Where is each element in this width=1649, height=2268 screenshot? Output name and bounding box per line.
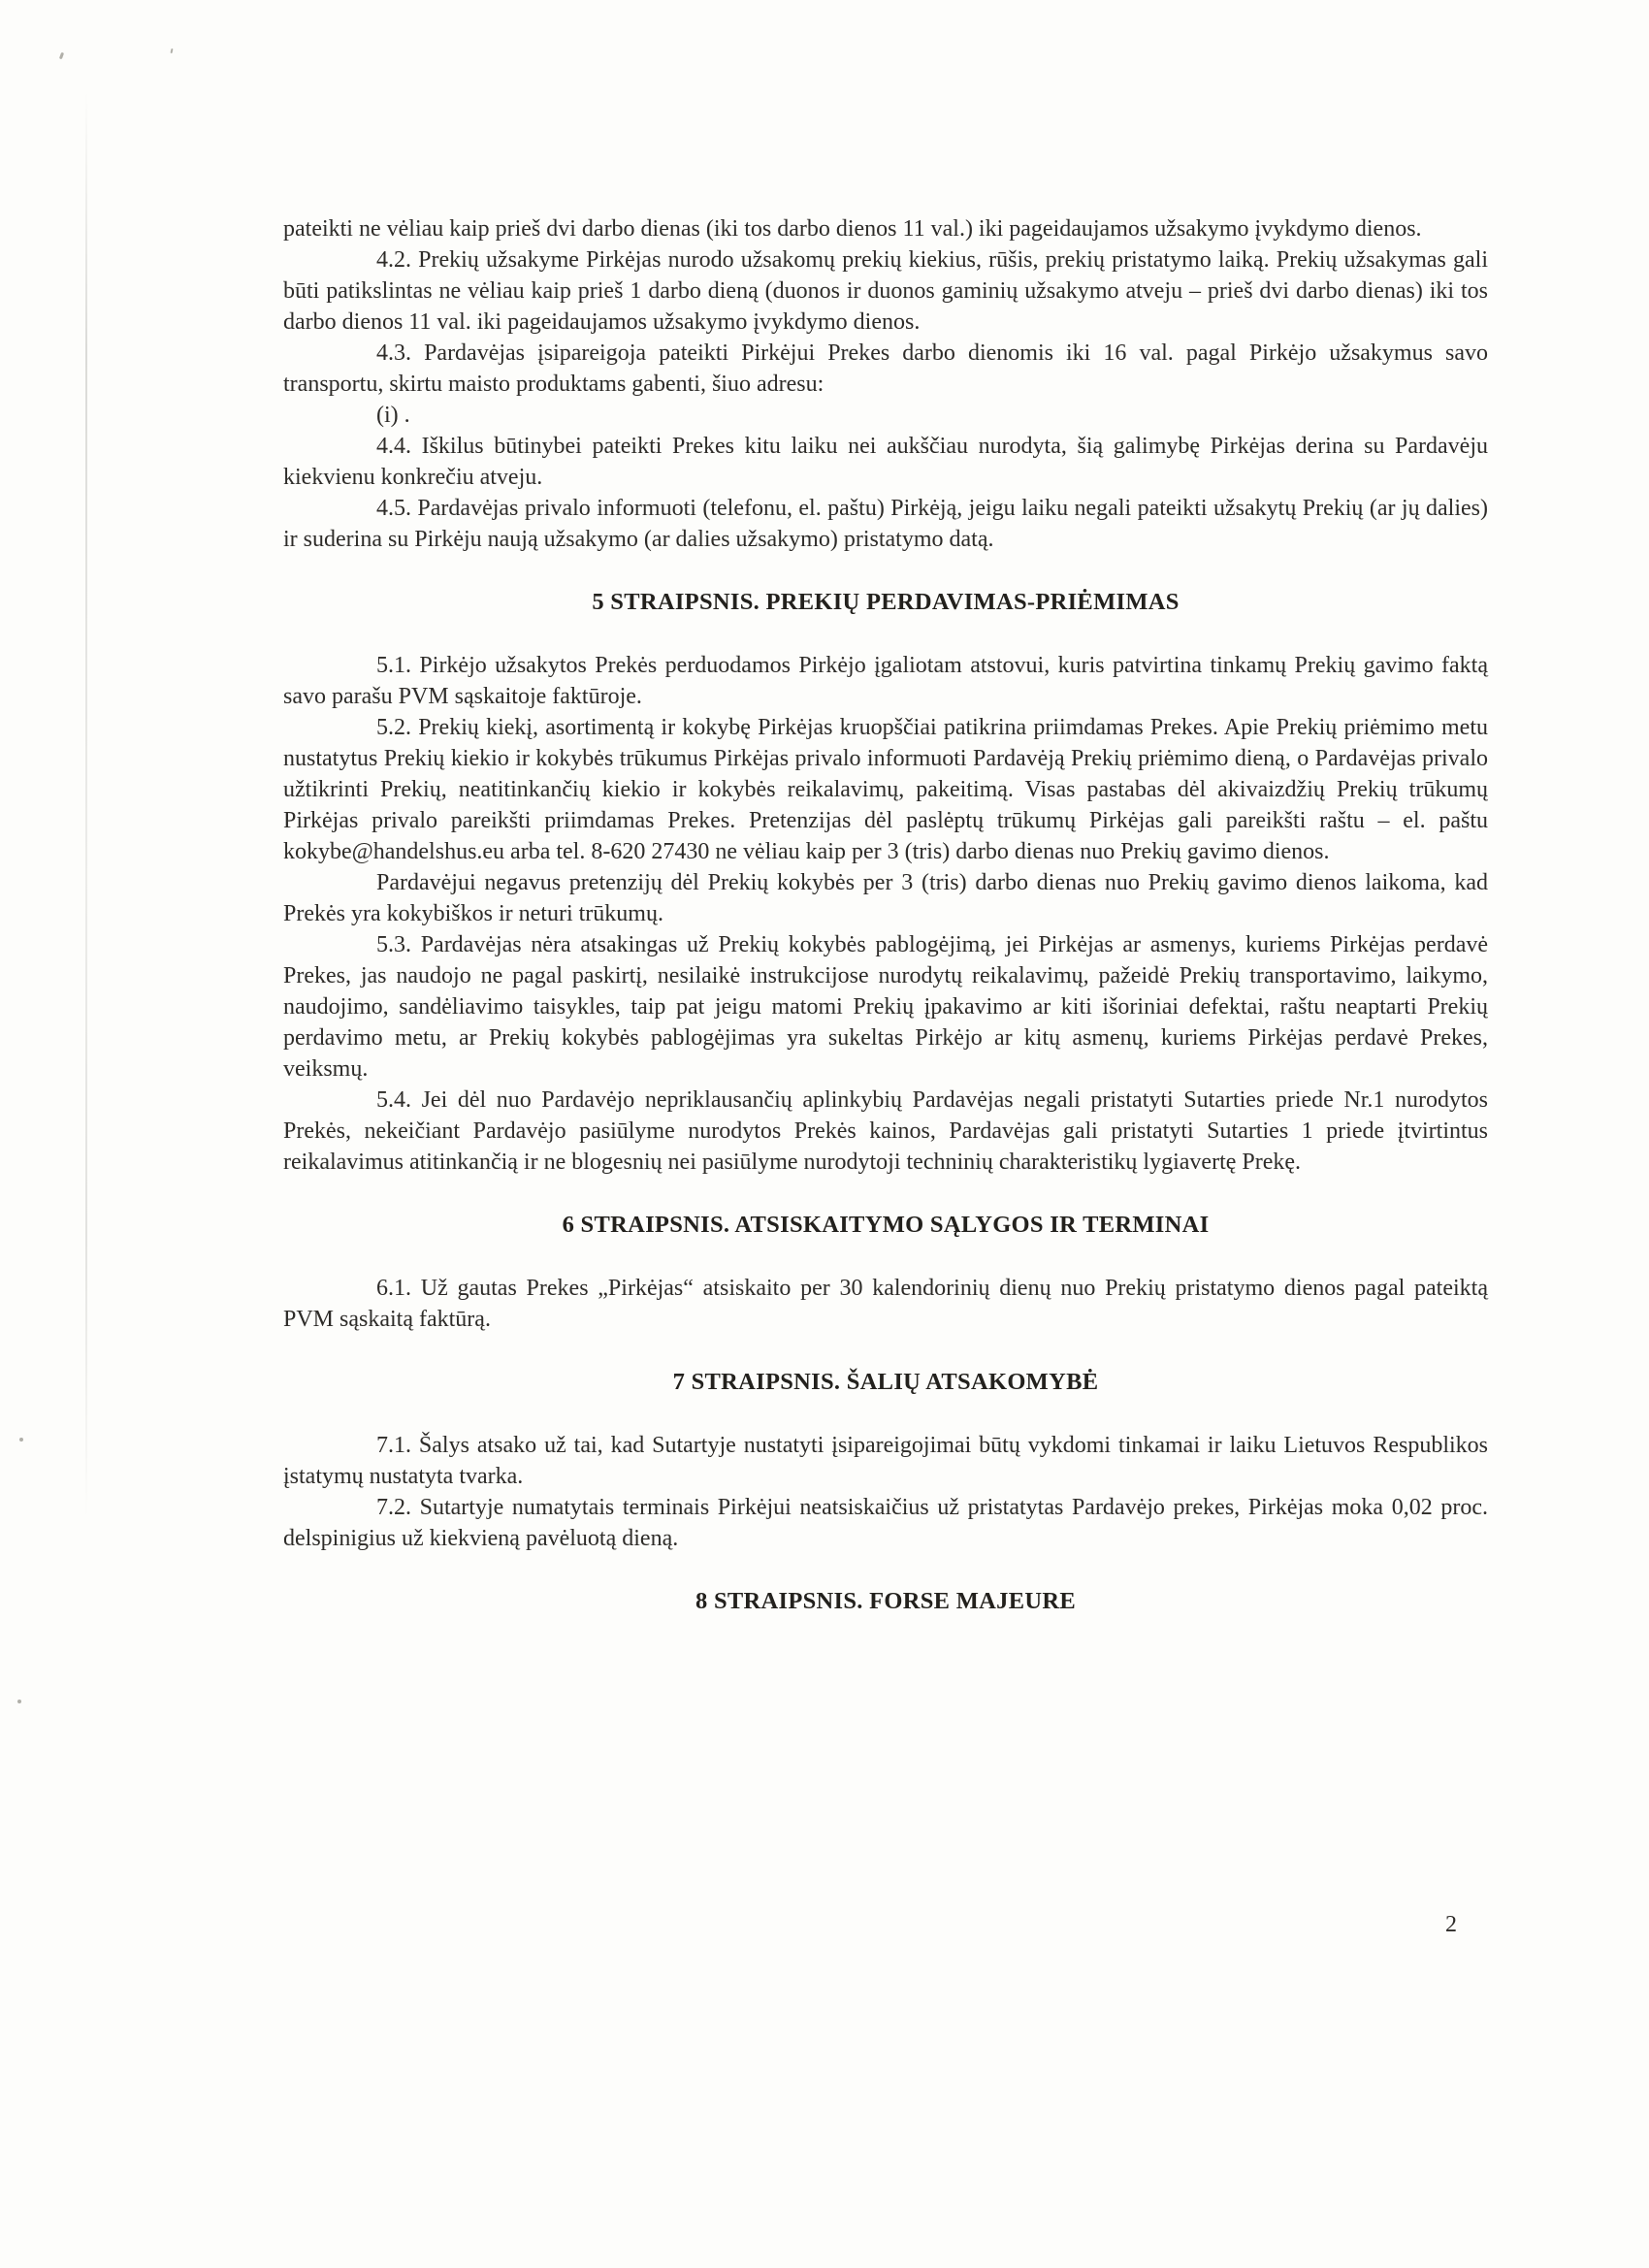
paragraph-5-2: 5.2. Prekių kiekį, asortimentą ir kokybę Pirkėjas kruopščiai patikrina priimdamas Prekes. Apie Prekių priėmimo metu nustatytus Prekių kiekio ir kokybės trūkumus Pirkėjas privalo informuoti Pardavėją Prekių priėmimo dieną, o Pardavėjas privalo užtikrinti Prekių, neatitinkančių kiekio ir kokybės reikalavimų, pakeitimą. Visas pastabas dėl akivaizdžių Prekių trūkumų Pirkėjas privalo pareikšti priimdamas Prekes. Pretenzijas dėl paslėptų trūkumų Pirkėjas gali pareikšti raštu – el. paštu kokybe@handelshus.eu arba tel. 8-620 27430 ne vėliau kaip per 3 (tris) darbo dienas nuo Prekių gavimo dienos. bbox=[283, 715, 1488, 864]
paragraph-4-2: 4.2. Prekių užsakyme Pirkėjas nurodo užsakomų prekių kiekius, rūšis, prekių pristatymo laiką. Prekių užsakymas gali būti patikslintas ne vėliau kaip prieš 1 darbo dieną (duonos ir duonos gaminių užsakymo atveju – prieš dvi darbo dienas) iki tos darbo dienos 11 val. iki pageidaujamos užsakymo įvykdymo dienos. bbox=[283, 247, 1488, 335]
paragraph-5-3: 5.3. Pardavėjas nėra atsakingas už Prekių kokybės pablogėjimą, jei Pirkėjas ar asmenys, kuriems Pirkėjas perdavė Prekes, jas naudojo ne pagal paskirtį, nesilaikė instrukcijose nurodytų reikalavimų, pažeidė Prekių transportavimo, laikymo, naudojimo, sandėliavimo taisykles, taip pat jeigu matomi Prekių įpakavimo ar kiti išoriniai defektai, raštu neaptarti Prekių perdavimo metu, ar Prekių kokybės pablogėjimas yra sukeltas Pirkėjo ar kitų asmenų, kuriems Pirkėjas perdavė Prekes, veiksmų. bbox=[283, 932, 1488, 1082]
paragraph-5-1: 5.1. Pirkėjo užsakytos Prekės perduodamos Pirkėjo įgaliotam atstovui, kuris patvirtina tinkamų Prekių gavimo faktą savo parašu PVM sąskaitoje faktūroje. bbox=[283, 653, 1488, 709]
paragraph-4-4: 4.4. Iškilus būtinybei pateikti Prekes kitu laiku nei aukščiau nurodyta, šią galimybę Pirkėjas derina su Pardavėju kiekvienu konkrečiu atveju. bbox=[283, 434, 1488, 490]
section-heading-7: 7 STRAIPSNIS. ŠALIŲ ATSAKOMYBĖ bbox=[672, 1369, 1099, 1395]
paragraph-4-3: 4.3. Pardavėjas įsipareigoja pateikti Pirkėjui Prekes darbo dienomis iki 16 val. pagal Pirkėjo užsakymus savo transportu, skirtu maisto produktams gabenti, šiuo adresu: bbox=[283, 340, 1488, 397]
section-heading-5: 5 STRAIPSNIS. PREKIŲ PERDAVIMAS-PRIĖMIMAS bbox=[592, 589, 1180, 615]
section-heading-6: 6 STRAIPSNIS. ATSISKAITYMO SĄLYGOS IR TERMINAI bbox=[562, 1212, 1210, 1238]
paragraph-4-5: 4.5. Pardavėjas privalo informuoti (telefonu, el. paštu) Pirkėją, jeigu laiku negali pateikti užsakytų Prekių (ar jų dalies) ir suderina su Pirkėju naują užsakymo (ar dalies užsakymo) pristatymo datą. bbox=[283, 496, 1488, 552]
paragraph-4-3-address-item: (i) . bbox=[376, 403, 410, 428]
paragraph-5-4: 5.4. Jei dėl nuo Pardavėjo nepriklausančių aplinkybių Pardavėjas negali pristatyti Sutarties priede Nr.1 nurodytos Prekės, nekeičiant Pardavėjo pasiūlyme nurodytos Prekės kainos, Pardavėjas gali pristatyti Sutarties 1 priede įtvirtintus reikalavimus atitinkančią ir ne blogesnių nei pasiūlyme nurodytoji techninių charakteristikų lygiavertę Prekę. bbox=[283, 1087, 1488, 1175]
scan-crease-artifact bbox=[85, 92, 87, 1518]
scan-speck-artifact bbox=[59, 52, 64, 60]
scan-speck-artifact bbox=[171, 49, 174, 53]
contract-text-block bbox=[283, 213, 1488, 1649]
page-number: 2 bbox=[1445, 1912, 1457, 1937]
paragraph-6-1: 6.1. Už gautas Prekes „Pirkėjas“ atsiskaito per 30 kalendorinių dienų nuo Prekių pristatymo dienos pagal pateiktą PVM sąskaitą faktūrą. bbox=[283, 1276, 1488, 1332]
paragraph-7-2: 7.2. Sutartyje numatytais terminais Pirkėjui neatsiskaičius už pristatytas Pardavėjo prekes, Pirkėjas moka 0,02 proc. delspinigius už kiekvieną pavėluotą dieną. bbox=[283, 1495, 1488, 1551]
paragraph-5-2-continuation: Pardavėjui negavus pretenzijų dėl Prekių kokybės per 3 (tris) darbo dienas nuo Prekių gavimo dienos laikoma, kad Prekės yra kokybiškos ir neturi trūkumų. bbox=[283, 870, 1488, 926]
section-heading-8: 8 STRAIPSNIS. FORSE MAJEURE bbox=[695, 1588, 1076, 1614]
scan-speck-artifact bbox=[17, 1700, 21, 1703]
paragraph-7-1: 7.1. Šalys atsako už tai, kad Sutartyje nustatyti įsipareigojimai būtų vykdomi tinkamai ir laiku Lietuvos Respublikos įstatymų nustatyta tvarka. bbox=[283, 1433, 1488, 1489]
paragraph-4-1-continuation: pateikti ne vėliau kaip prieš dvi darbo dienas (iki tos darbo dienos 11 val.) iki pageidaujamos užsakymo įvykdymo dienos. bbox=[283, 216, 1422, 242]
scan-speck-artifact bbox=[19, 1438, 23, 1442]
